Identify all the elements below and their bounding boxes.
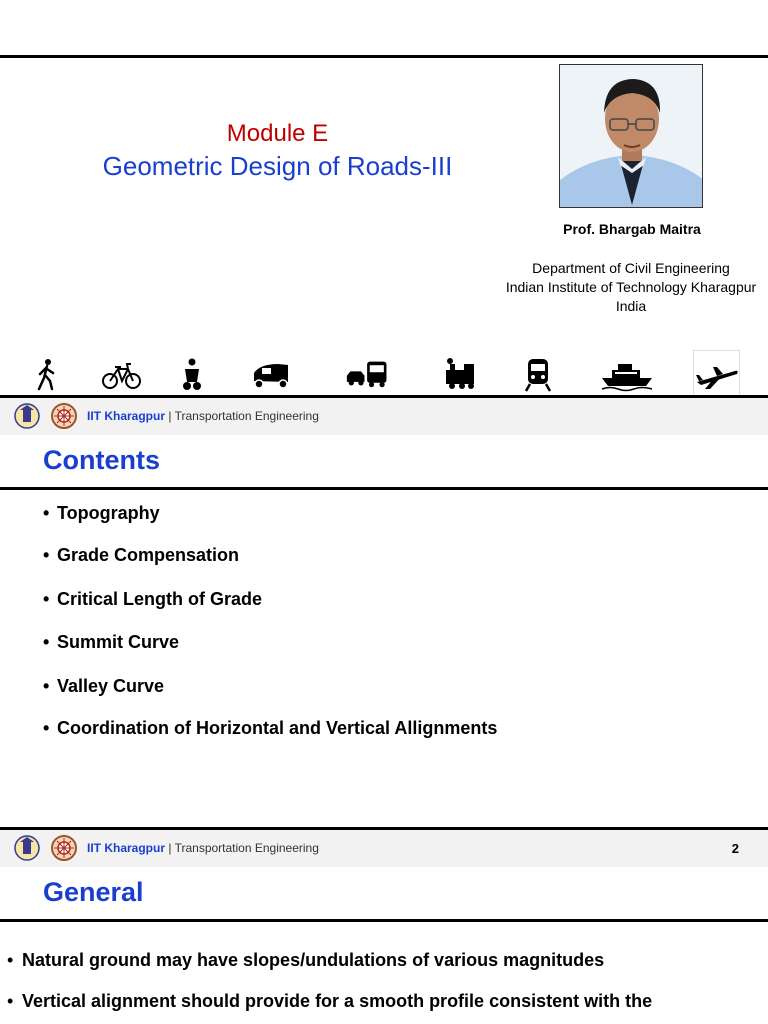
list-item-text: Topography — [57, 503, 160, 523]
general-bullet: • Vertical alignment should provide for a smooth profile consistent with the — [7, 991, 653, 1011]
country-text: India — [615, 298, 647, 314]
list-item-text: Critical Length of Grade — [57, 589, 263, 609]
list-item: • Valley Curve — [43, 676, 165, 696]
top-rule — [0, 55, 768, 58]
footer-separator: | — [165, 409, 175, 423]
professor-name: Prof. Bhargab Maitra — [563, 221, 701, 237]
institute-name: IIT Kharagpur — [87, 409, 166, 423]
footer-brand — [87, 409, 319, 423]
footer-separator: | — [165, 841, 175, 855]
general-heading: General — [43, 877, 144, 907]
scooter-icon — [170, 356, 214, 392]
list-item: • Topography — [43, 503, 160, 523]
steam-train-icon — [440, 356, 484, 392]
airplane-icon — [695, 357, 739, 391]
emblem-logo-icon — [50, 834, 78, 862]
institute-text: Indian Institute of Technology Kharagpur — [505, 279, 757, 295]
lecture-title: Geometric Design of Roads-III — [102, 151, 453, 181]
general-rule — [0, 919, 768, 922]
slide3-header-bar — [0, 830, 768, 867]
metro-train-icon — [516, 356, 560, 392]
list-item-text: Coordination of Horizontal and Vertical Allignments — [57, 718, 498, 738]
auto-rickshaw-icon — [250, 356, 294, 392]
airplane-box — [693, 350, 740, 396]
list-item-text: Valley Curve — [57, 676, 165, 696]
contents-rule — [0, 487, 768, 490]
slide2-header-bar — [0, 398, 768, 435]
list-item: • Summit Curve — [43, 632, 180, 652]
ship-icon — [600, 356, 654, 392]
car-bus-icon — [346, 356, 390, 392]
list-item: • Critical Length of Grade — [43, 589, 263, 609]
transport-icons-row — [0, 350, 768, 396]
footer-brand — [87, 841, 319, 855]
page-number: 2 — [731, 841, 739, 856]
emblem-logo-icon — [50, 402, 78, 430]
list-item: • Grade Compensation — [43, 545, 240, 565]
general-bullet: • Natural ground may have slopes/undulations of various magnitudes — [7, 950, 605, 970]
list-item-text: Grade Compensation — [57, 545, 240, 565]
course-name: Transportation Engineering — [174, 409, 319, 423]
institute-name: IIT Kharagpur — [87, 841, 166, 855]
iit-kharagpur-logo-icon — [13, 834, 41, 862]
list-item: • Coordination of Horizontal and Vertical Allignments — [43, 718, 498, 738]
list-item-text: Summit Curve — [57, 632, 180, 652]
department-text: Department of Civil Engineering — [532, 260, 730, 276]
contents-heading: Contents — [43, 445, 160, 475]
module-label: Module E — [226, 120, 329, 147]
pedestrian-icon — [26, 356, 70, 392]
bicycle-icon — [100, 356, 144, 392]
course-name: Transportation Engineering — [174, 841, 319, 855]
general-bullet-text: Vertical alignment should provide for a smooth profile consistent with the — [22, 991, 653, 1011]
general-bullet-text: Natural ground may have slopes/undulations of various magnitudes — [22, 950, 605, 970]
iit-kharagpur-logo-icon — [13, 402, 41, 430]
professor-photo — [559, 64, 703, 208]
